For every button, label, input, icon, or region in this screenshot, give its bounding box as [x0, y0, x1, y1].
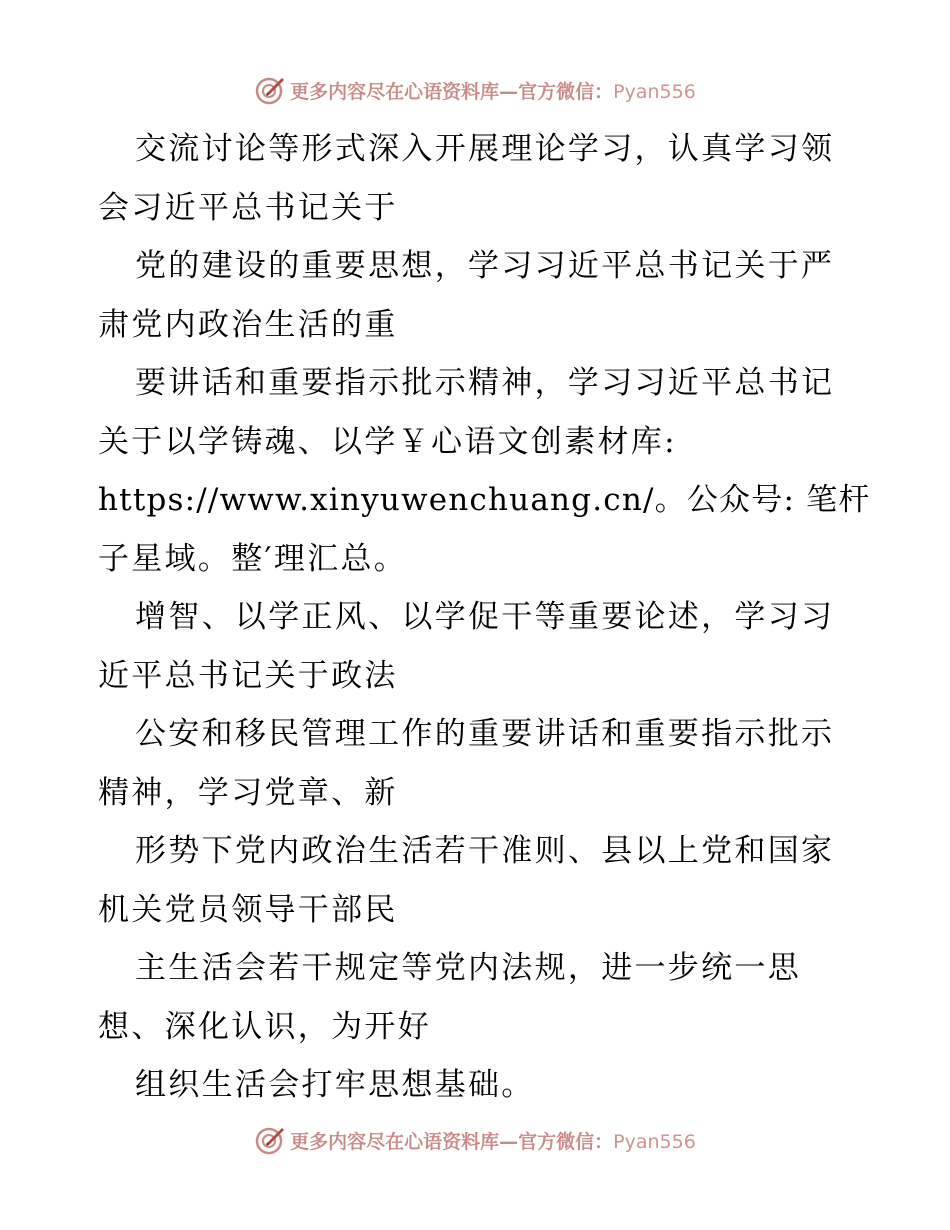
text-line: 想、深化认识，为开好 — [98, 1008, 431, 1045]
watermark-text: 更多内容尽在心语资料库—官方微信：Pyan556 — [290, 80, 696, 103]
text-line: 公安和移民管理工作的重要讲话和重要指示批示 — [135, 716, 835, 752]
text-line: 机关党员领导干部民 — [98, 891, 398, 928]
text-line: 要讲话和重要指示批示精神，学习习近平总书记 — [135, 365, 835, 401]
text-line: 形势下党内政治生活若干准则、县以上党和国家 — [135, 833, 835, 869]
text-line: 主生活会若干规定等党内法规，进一步统一思 — [135, 950, 801, 986]
text-line: 会习近平总书记关于 — [98, 189, 398, 226]
text-line: 关于以学铸魂、以学￥心语文创素材库: — [98, 423, 677, 460]
document-body — [98, 120, 871, 1115]
text-line: 精神，学习党章、新 — [98, 774, 398, 811]
text-line: 增智、以学正风、以学促干等重要论述，学习习 — [135, 599, 835, 635]
footer-watermark — [0, 1120, 950, 1160]
brush-logo-icon — [254, 1124, 286, 1156]
text-line: 子星域。整′理汇总。 — [98, 540, 408, 577]
text-line-url: https://www.xinyuwenchuang.cn/。公众号: 笔杆 — [98, 482, 871, 518]
text-line: 近平总书记关于政法 — [98, 657, 398, 694]
brush-logo-icon — [254, 74, 286, 106]
watermark-text: 更多内容尽在心语资料库—官方微信：Pyan556 — [290, 1130, 696, 1153]
text-line: 组织生活会打牢思想基础。 — [135, 1067, 535, 1103]
text-line: 交流讨论等形式深入开展理论学习，认真学习领 — [135, 131, 835, 167]
text-line: 党的建设的重要思想，学习习近平总书记关于严 — [135, 248, 835, 284]
header-watermark — [0, 70, 950, 110]
text-line: 肃党内政治生活的重 — [98, 306, 398, 343]
